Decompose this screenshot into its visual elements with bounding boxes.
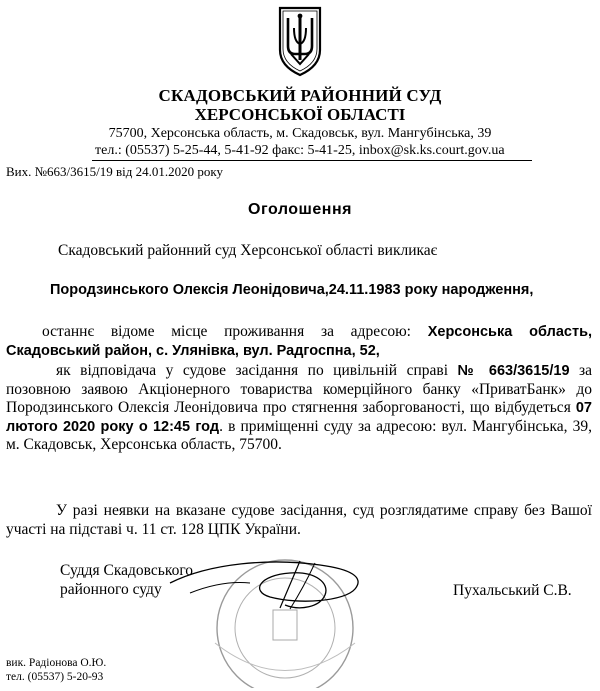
handwritten-signature-icon (150, 553, 410, 613)
hearing-date: 07 лютого 2020 року о 12:45 год (6, 400, 592, 435)
coat-of-arms-icon (277, 4, 323, 78)
executor-name: вик. Радіонова О.Ю. (6, 657, 107, 669)
summoned-person: Породзинського Олексія Леонідовича,24.11.1983 року народження, (50, 282, 534, 298)
header-divider (92, 160, 532, 161)
residence-paragraph (6, 323, 592, 360)
judge-title-line2: районного суду (60, 581, 162, 598)
residence-lead: останнє відоме місце проживання за адресою: (42, 323, 411, 340)
announcement-heading: Оголошення (248, 201, 352, 218)
residence-address: Херсонська область, Скадовський район, с. Улянівка, вул. Радгоспна, 52, (6, 324, 593, 359)
court-name: СКАДОВСЬКИЙ РАЙОННИЙ СУД (158, 86, 442, 105)
court-contacts: тел.: (05537) 5-25-44, 5-41-92 факс: 5-41-25, inbox@sk.ks.court.gov.ua (95, 143, 505, 158)
case-text-part1: як відповідача у судове засідання по цивільній справі (56, 362, 448, 379)
court-address: 75700, Херсонська область, м. Скадовськ, вул. Мангубінська, 39 (108, 126, 492, 141)
executor-phone: тел. (05537) 5-20-93 (6, 671, 104, 683)
summons-text: Скадовський районний суд Херсонської області викликає (58, 242, 438, 259)
non-appearance-warning: У разі неявки на вказане судове засідання, суд розглядатиме справу без Вашої участі на підставі ч. 11 ст. 128 ЦПК України. (6, 502, 592, 538)
case-text-part3: . в приміщенні суду за адресою: вул. Мангубінська, 39, м. Скадовськ, Херсонська область, 75700. (6, 417, 592, 453)
judge-title-line1: Суддя Скадовського (60, 562, 194, 579)
case-text-part2: за позовною заявою Акціонерного товариства комерційного банку «ПриватБанк» до Породзинського Олексія Леонідовича про стягнення заборгованості, що відбудеться (6, 362, 593, 416)
case-number: № 663/3615/19 (457, 363, 570, 379)
court-region: ХЕРСОНСЬКОЇ ОБЛАСТІ (194, 105, 406, 124)
judge-name: Пухальський С.В. (453, 582, 572, 599)
outgoing-reference: Вих. №663/3615/19 від 24.01.2020 року (6, 164, 224, 179)
executor-info (6, 656, 106, 684)
case-paragraph (6, 362, 592, 455)
